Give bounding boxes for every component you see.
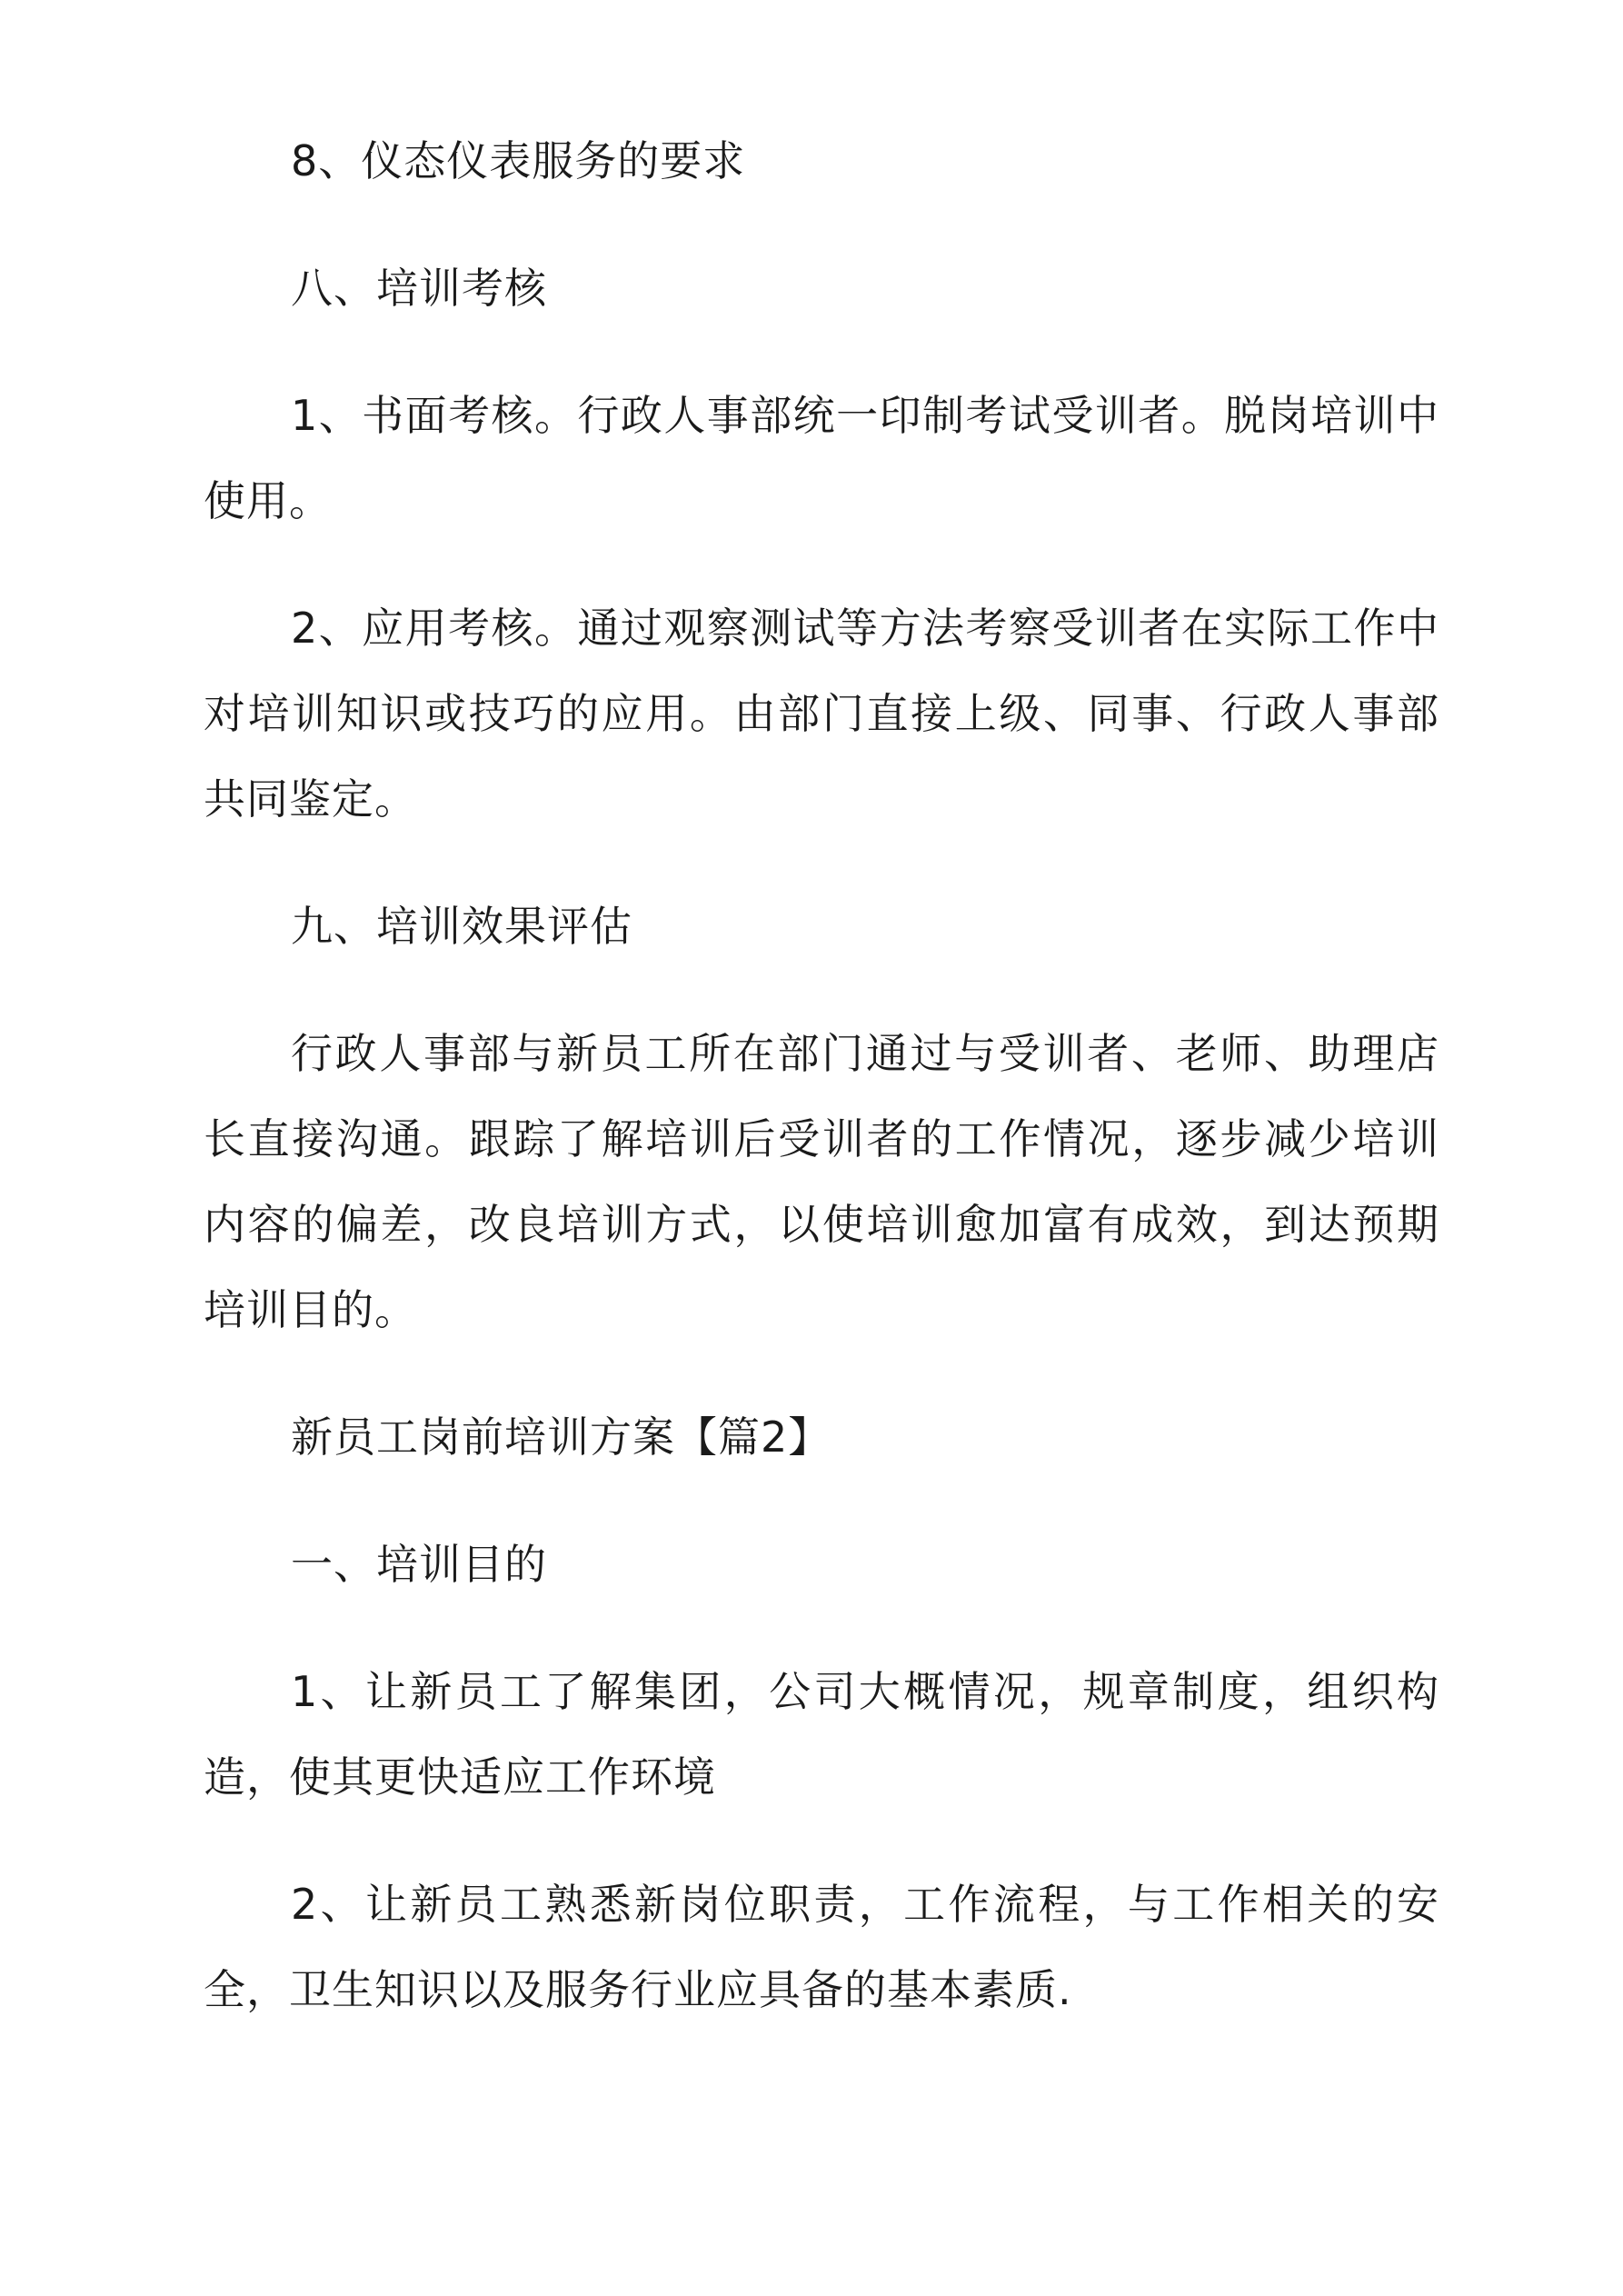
item-purpose-2: 2、让新员工熟悉新岗位职责，工作流程，与工作相关的安全，卫生知识以及服务行业应具备的基本素质. — [204, 1880, 1439, 2014]
item-purpose-1: 1、让新员工了解集团，公司大概情况，规章制度，组织构造，使其更快适应工作环境 — [204, 1667, 1439, 1802]
document-body — [204, 118, 1439, 2074]
heading-training-evaluation: 九、培训效果评估 — [291, 902, 632, 951]
section-title-plan-2: 新员工岗前培训方案【篇2】 — [291, 1413, 831, 1462]
item-8-appearance-requirements: 8、仪态仪表服务的要求 — [291, 136, 746, 185]
heading-training-assessment: 八、培训考核 — [291, 264, 547, 313]
heading-training-purpose: 一、培训目的 — [291, 1540, 547, 1589]
item-written-assessment: 1、书面考核。行政人事部统一印制考试受训者。脱岗培训中使用。 — [204, 391, 1439, 525]
item-application-assessment: 2、应用考核。通过观察测试等方法考察受训者在实际工作中对培训知识或技巧的应用。由部门直接上级、同事、行政人事部共同鉴定。 — [204, 604, 1439, 824]
paragraph-evaluation-body: 行政人事部与新员工所在部门通过与受训者、老师、助理店长直接沟通。跟踪了解培训后受训者的工作情况，逐步减少培训内容的偏差，改良培训方式，以使培训愈加富有成效，到达预期培训目的。 — [204, 1029, 1439, 1334]
